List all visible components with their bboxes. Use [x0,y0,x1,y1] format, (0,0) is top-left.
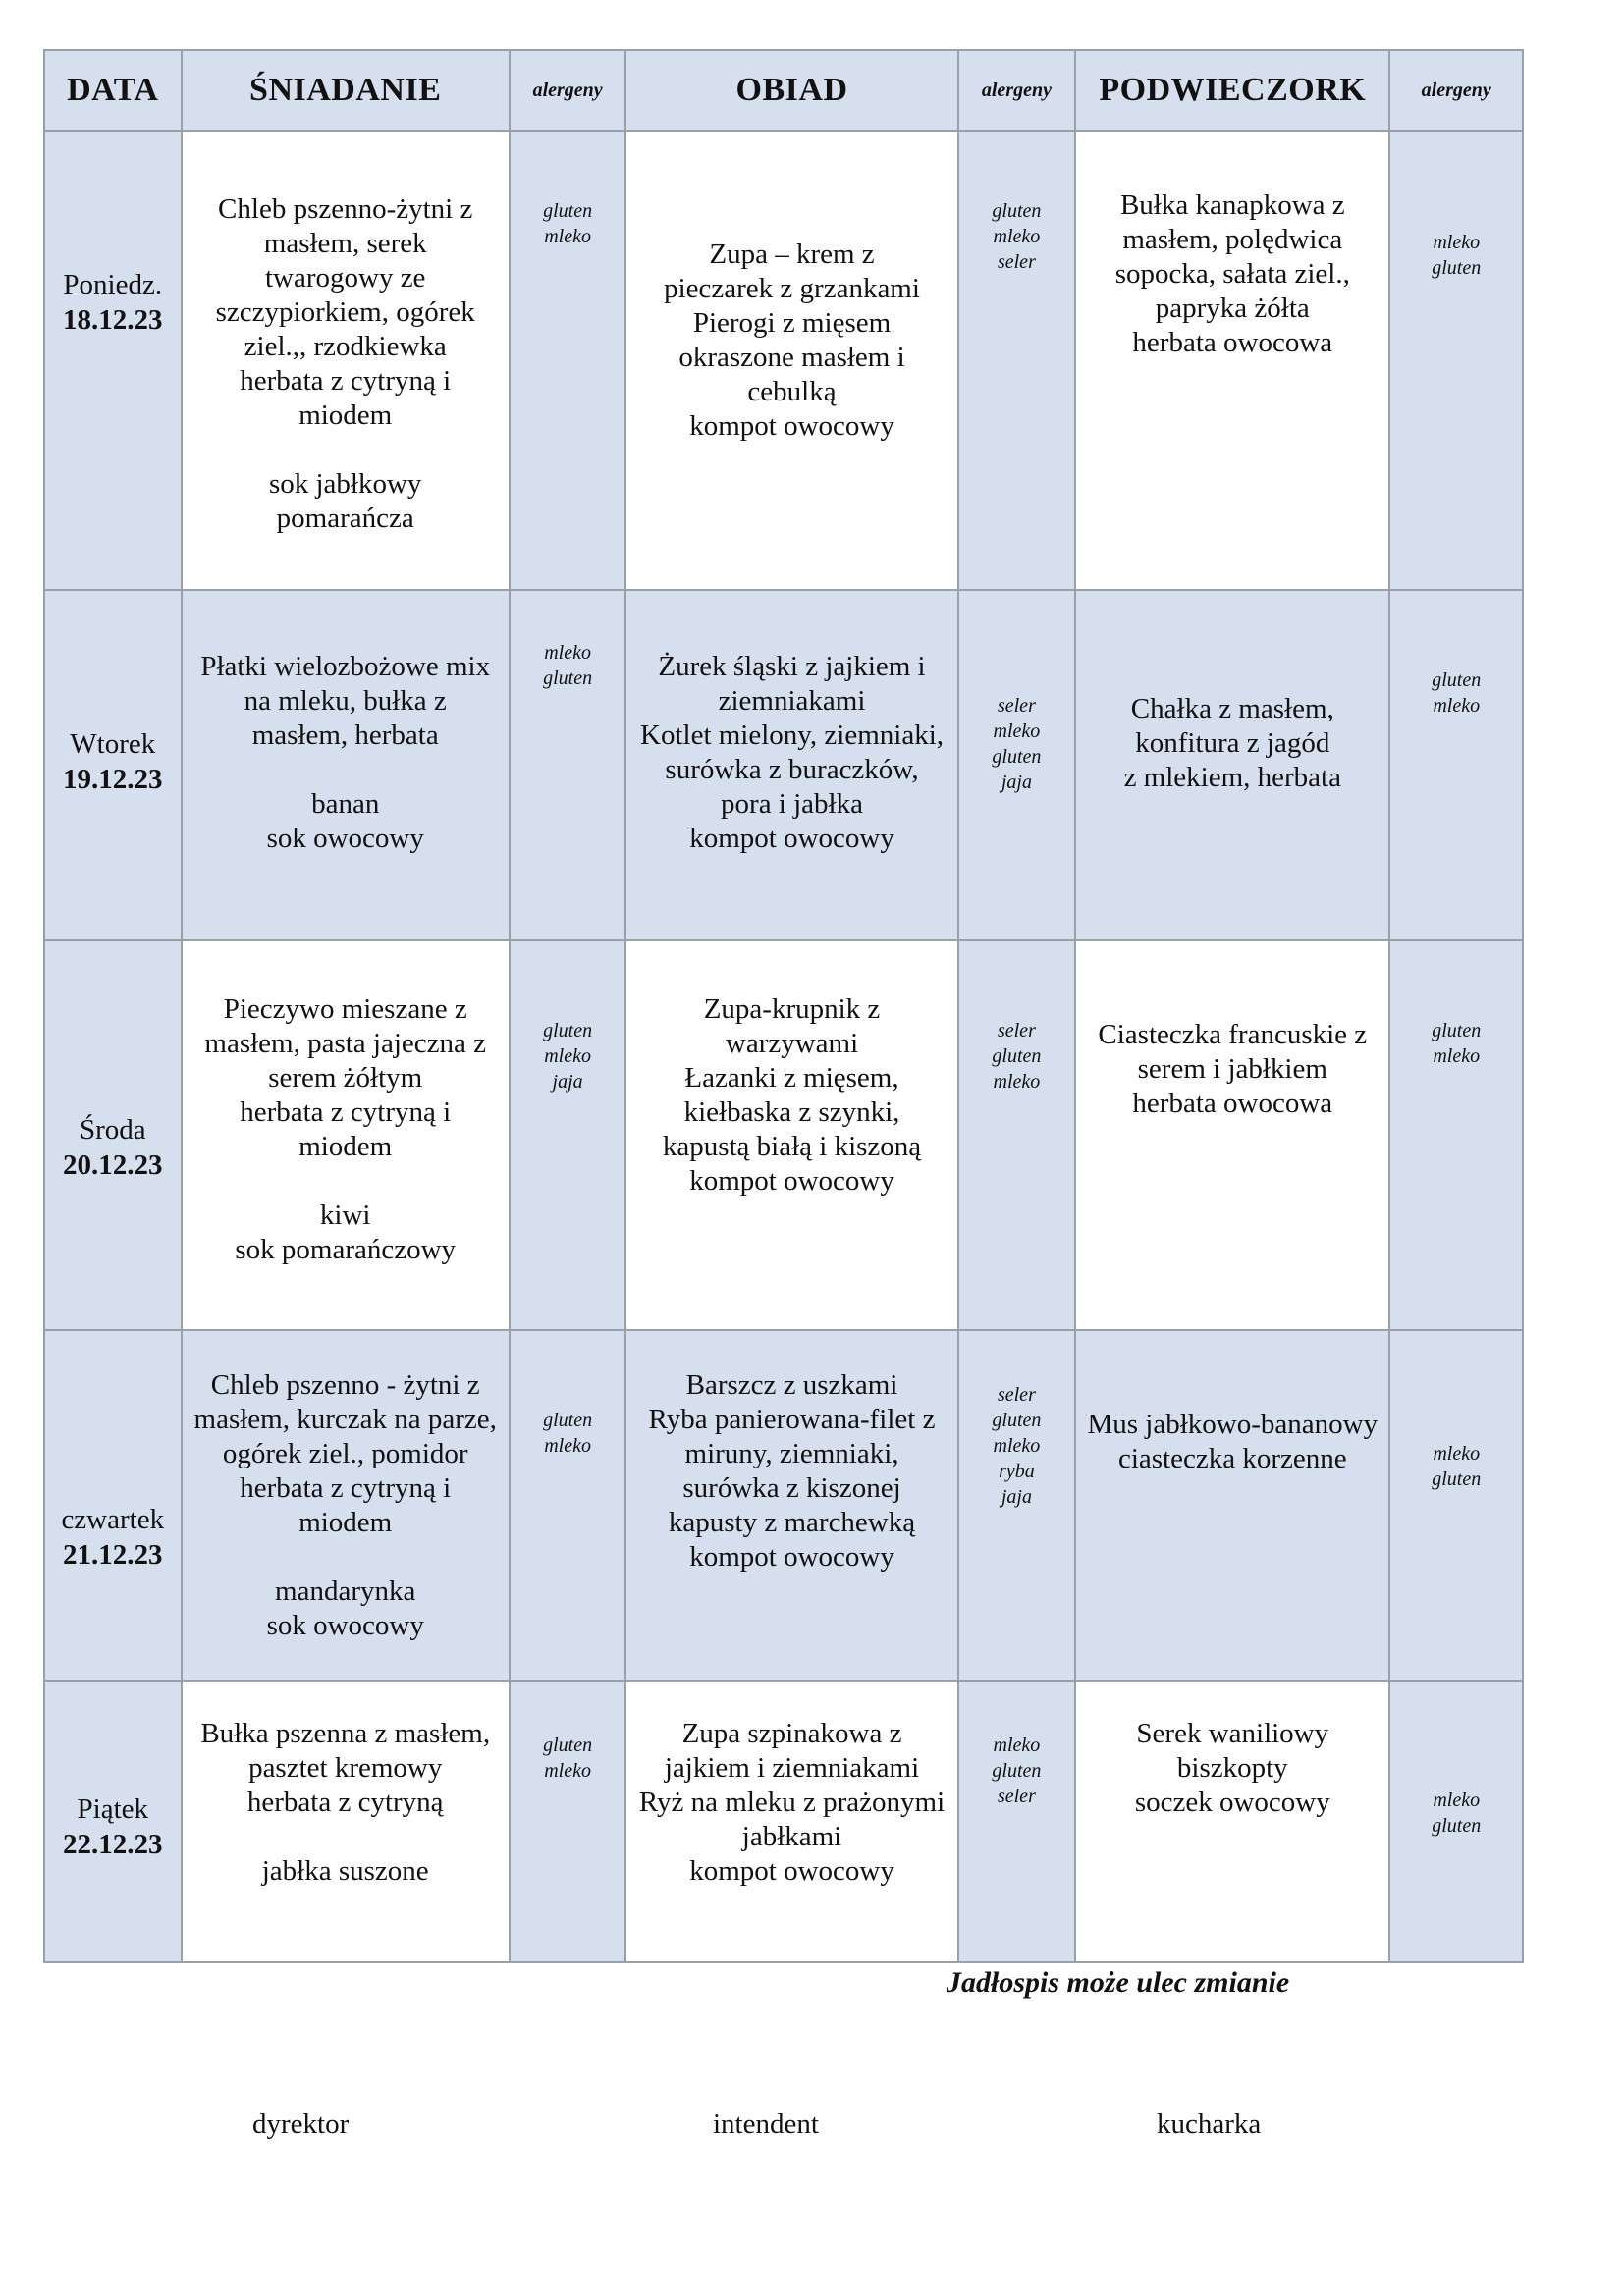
snack-line: soczek owocowy [1134,1787,1330,1818]
breakfast-line [187,1540,505,1575]
allergen-item: gluten [992,1760,1042,1782]
header-lunch-allergens: alergeny [958,50,1075,131]
breakfast-line: serem żółtym [268,1062,423,1094]
snack-line: Chałka z masłem, [1130,693,1334,724]
allergen-item: gluten [543,1020,593,1041]
breakfast-cell [182,131,510,590]
allergen-item: jaja [552,1071,583,1093]
weekday-label: Środa [79,1114,146,1146]
date-label: 20.12.23 [63,1149,163,1181]
header-breakfast-allergens: alergeny [510,50,625,131]
breakfast-allergens-cell [510,1330,625,1681]
lunch-line: ziemniakami [718,685,866,717]
allergen-item: mleko [544,1760,591,1782]
snack-line: herbata owocowa [1132,1088,1333,1119]
header-lunch: OBIAD [625,50,957,131]
lunch-line: surówka z buraczków, [665,754,919,785]
breakfast-line: Pieczywo mieszane z [223,993,467,1025]
header-row [44,50,1523,131]
lunch-line: jajkiem i ziemniakami [664,1752,920,1784]
lunch-line: Ryż na mleku z prażonymi [638,1787,946,1818]
lunch-cell [625,131,957,590]
weekday-label: Wtorek [70,728,156,760]
lunch-line: kompot owocowy [689,410,894,442]
lunch-line: kapustą białą i kiszoną [662,1131,922,1162]
breakfast-line: sok pomarańczowy [235,1234,457,1265]
lunch-cell [625,1681,957,1962]
snack-allergens-cell [1389,940,1523,1330]
signature-cook: kucharka [1157,2109,1262,2140]
signature-director: dyrektor [252,2109,350,2140]
breakfast-line: jabłka suszone [261,1855,429,1887]
date-label: 21.12.23 [63,1539,163,1571]
snack-allergens-cell [1389,590,1523,940]
snack-line: masłem, polędwica [1122,224,1343,255]
breakfast-cell [182,1681,510,1962]
lunch-line: okraszone masłem i [678,342,905,373]
allergen-item: seler [997,251,1036,273]
breakfast-line: kiwi [319,1200,371,1231]
date-cell [44,1681,182,1962]
allergen-item: seler [997,1020,1036,1041]
lunch-line: Zupa-krupnik z [703,993,881,1025]
breakfast-allergens-cell [510,590,625,940]
date-cell [44,131,182,590]
allergen-item: mleko [544,226,591,247]
snack-line: papryka żółta [1155,293,1310,324]
breakfast-line: sok owocowy [266,1610,424,1641]
lunch-line: kompot owocowy [689,1541,894,1573]
snack-cell [1075,590,1389,940]
day-row [44,940,1523,1330]
breakfast-line: miodem [298,1131,393,1162]
lunch-line: Łazanki z mięsem, [684,1062,899,1094]
lunch-line: surówka z kiszonej [682,1472,901,1504]
breakfast-line: miodem [298,1507,393,1538]
lunch-allergens-cell [958,1681,1075,1962]
breakfast-line: herbata z cytryną [246,1787,444,1818]
date-label: 19.12.23 [63,764,163,795]
allergen-item: seler [997,1786,1036,1807]
snack-allergens-cell [1389,131,1523,590]
breakfast-line: banan [311,788,380,820]
snack-line: biszkopty [1176,1752,1288,1784]
allergen-item: mleko [1433,1443,1481,1465]
breakfast-line [187,1820,505,1854]
header-breakfast: ŚNIADANIE [182,50,510,131]
allergen-item: gluten [992,200,1042,222]
breakfast-line: sok jabłkowy [268,468,422,500]
breakfast-line [187,753,505,787]
breakfast-line: pomarańcza [276,503,414,534]
lunch-line: Barszcz z uszkami [685,1369,898,1401]
snack-line: Bułka kanapkowa z [1119,189,1345,221]
lunch-line: kompot owocowy [689,1165,894,1197]
snack-line: ciasteczka korzenne [1117,1443,1347,1474]
lunch-allergens-cell [958,131,1075,590]
breakfast-line: herbata z cytryną i [240,1472,452,1504]
allergen-item: seler [997,695,1036,717]
lunch-cell [625,1330,957,1681]
day-row [44,1681,1523,1962]
day-row [44,590,1523,940]
lunch-line: miruny, ziemniaki, [684,1438,899,1469]
allergen-item: mleko [1433,232,1481,253]
day-row [44,131,1523,590]
allergen-item: mleko [544,1045,591,1067]
lunch-allergens-cell [958,1330,1075,1681]
breakfast-line: masłem, herbata [251,720,439,751]
lunch-line: cebulką [747,376,837,407]
header-date: DATA [44,50,182,131]
lunch-line: pora i jabłka [721,788,863,820]
lunch-allergens-cell [958,590,1075,940]
date-cell [44,590,182,940]
snack-line: konfitura z jagód [1135,727,1330,759]
snack-line: Ciasteczka francuskie z [1098,1019,1368,1050]
breakfast-line: szczypiorkiem, ogórek [215,296,475,328]
breakfast-line: ogórek ziel., pomidor [222,1438,468,1469]
snack-cell [1075,1681,1389,1962]
allergen-item: mleko [1433,1045,1481,1067]
breakfast-line: twarogowy ze [264,262,426,294]
allergen-item: mleko [1433,695,1481,717]
menu-table [43,49,1524,1963]
lunch-line: jabłkami [741,1821,842,1852]
allergen-item: mleko [993,226,1041,247]
breakfast-line: mandarynka [275,1575,416,1607]
breakfast-cell [182,1330,510,1681]
allergen-item: mleko [1433,1789,1481,1811]
lunch-line: Ryba panierowana-filet z [648,1404,936,1435]
snack-line: Mus jabłkowo-bananowy [1087,1409,1379,1440]
breakfast-line: miodem [298,400,393,431]
allergen-item: gluten [992,1045,1042,1067]
lunch-line: pieczarek z grzankami [664,273,920,304]
weekday-label: Poniedz. [63,269,163,300]
lunch-line: Kotlet mielony, ziemniaki, [640,720,945,751]
lunch-line: kompot owocowy [689,823,894,854]
snack-cell [1075,940,1389,1330]
lunch-cell [625,590,957,940]
breakfast-line: na mleku, bułka z [244,685,447,717]
breakfast-line: pasztet kremowy [248,1752,443,1784]
breakfast-line: Płatki wielozbożowe mix [200,651,491,682]
breakfast-allergens-cell [510,940,625,1330]
lunch-allergens-cell [958,940,1075,1330]
breakfast-line [187,433,505,467]
lunch-line: Zupa szpinakowa z [681,1718,902,1749]
breakfast-line: Bułka pszenna z masłem, [200,1718,491,1749]
breakfast-line [187,1164,505,1199]
breakfast-cell [182,590,510,940]
lunch-line: warzywami [725,1028,859,1059]
allergen-item: mleko [993,1071,1041,1093]
allergen-item: gluten [1432,1468,1482,1490]
allergen-item: ryba [999,1461,1035,1482]
allergen-item: mleko [993,1735,1041,1756]
allergen-item: seler [997,1384,1036,1406]
lunch-line: kiełbaska z szynki, [683,1096,900,1128]
snack-cell [1075,1330,1389,1681]
allergen-item: jaja [1001,772,1032,793]
menu-change-note: Jadłospis może ulec zmianie [947,1966,1290,1999]
allergen-item: gluten [992,746,1042,768]
snack-line: Serek waniliowy [1136,1718,1329,1749]
breakfast-line: sok owocowy [266,823,424,854]
breakfast-allergens-cell [510,131,625,590]
allergen-item: gluten [992,1410,1042,1431]
allergen-item: gluten [1432,1020,1482,1041]
header-snack: PODWIECZORK [1075,50,1389,131]
breakfast-line: ziel.,, rzodkiewka [244,331,447,362]
allergen-item: gluten [543,1735,593,1756]
breakfast-line: masłem, pasta jajeczna z [204,1028,487,1059]
breakfast-line: Chleb pszenno-żytni z [218,193,473,225]
lunch-line: Żurek śląski z jajkiem i [658,651,926,682]
snack-line: herbata owocowa [1132,327,1333,358]
allergen-item: jaja [1001,1486,1032,1508]
breakfast-line: masłem, serek [263,228,427,259]
breakfast-line: masłem, kurczak na parze, [193,1404,497,1435]
allergen-item: mleko [544,1435,591,1457]
lunch-line: Zupa – krem z [709,239,875,270]
allergen-item: mleko [544,642,591,664]
allergen-item: gluten [1432,1815,1482,1837]
date-label: 22.12.23 [63,1829,163,1860]
allergen-item: gluten [543,1410,593,1431]
lunch-cell [625,940,957,1330]
day-row [44,1330,1523,1681]
snack-line: sopocka, sałata ziel., [1114,258,1350,290]
signature-steward: intendent [713,2109,819,2140]
date-cell [44,1330,182,1681]
lunch-line: kompot owocowy [689,1855,894,1887]
breakfast-line: Chleb pszenno - żytni z [210,1369,480,1401]
lunch-line: Pierogi z mięsem [692,307,892,339]
allergen-item: mleko [993,721,1041,742]
breakfast-cell [182,940,510,1330]
allergen-item: mleko [993,1435,1041,1457]
breakfast-line: herbata z cytryną i [240,1096,452,1128]
allergen-item: gluten [1432,257,1482,279]
header-snack-allergens: alergeny [1389,50,1523,131]
weekday-label: Piątek [77,1793,149,1825]
lunch-line: kapusty z marchewką [668,1507,916,1538]
snack-cell [1075,131,1389,590]
breakfast-allergens-cell [510,1681,625,1962]
breakfast-line: herbata z cytryną i [240,365,452,397]
snack-allergens-cell [1389,1681,1523,1962]
snack-line: z mlekiem, herbata [1123,762,1341,793]
allergen-item: gluten [543,667,593,689]
date-label: 18.12.23 [63,304,163,336]
snack-line: serem i jabłkiem [1137,1053,1327,1085]
snack-allergens-cell [1389,1330,1523,1681]
weekday-label: czwartek [61,1504,165,1535]
allergen-item: gluten [1432,669,1482,691]
date-cell [44,940,182,1330]
allergen-item: gluten [543,200,593,222]
